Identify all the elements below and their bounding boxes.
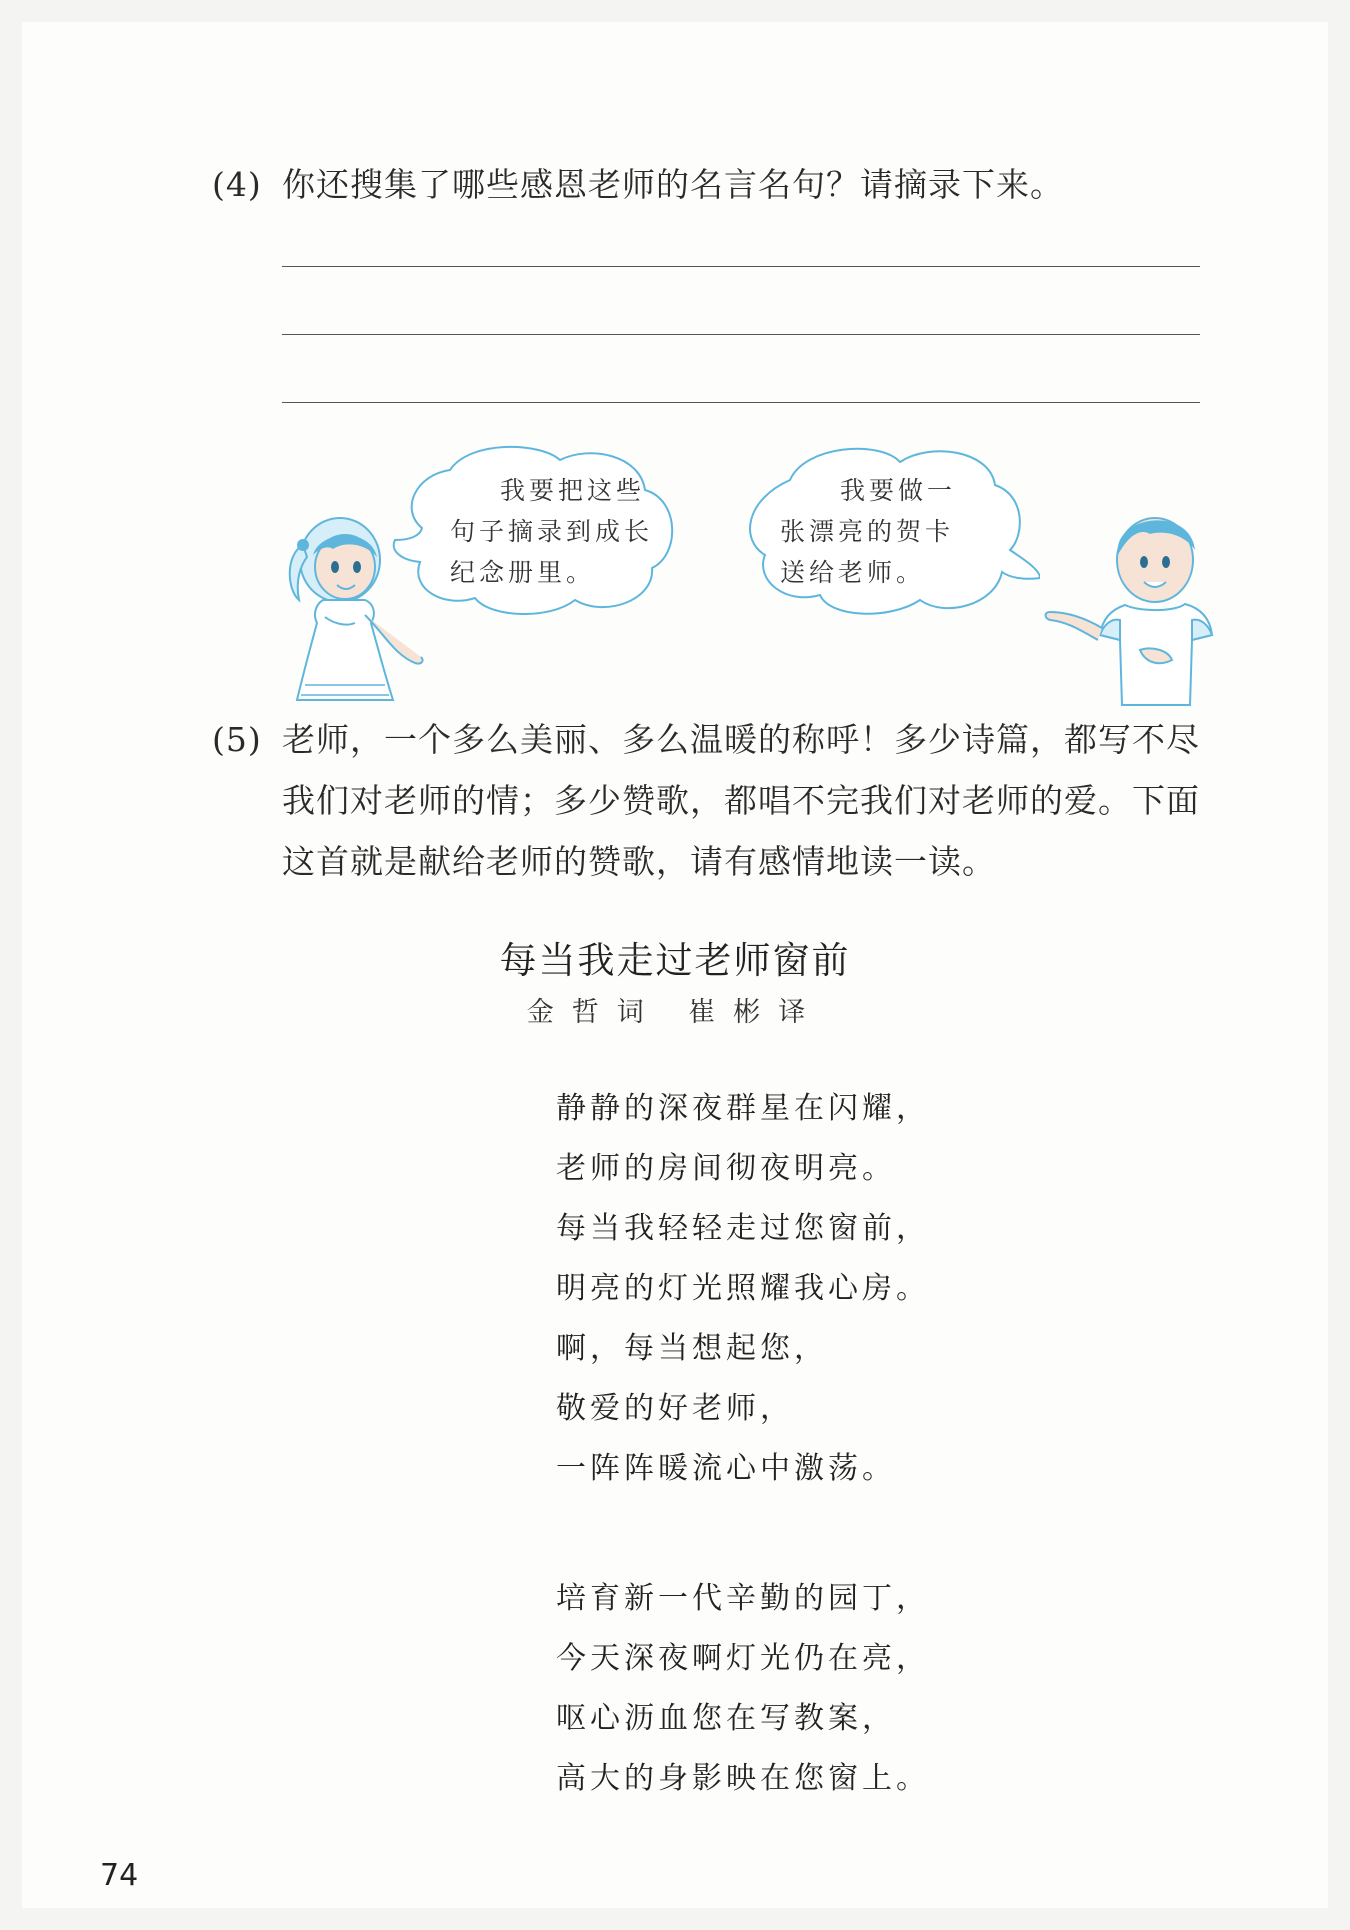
poem-stanza2-line-2: 今天深夜啊灯光仍在亮， (556, 1641, 930, 1676)
page-number: 74 (100, 1858, 139, 1893)
poem-stanza1-line-1: 静静的深夜群星在闪耀， (556, 1091, 930, 1126)
poem-stanza1-line-7: 一阵阵暖流心中激荡。 (556, 1451, 896, 1486)
poem-stanza1-line-5: 啊，每当想起您， (556, 1331, 828, 1366)
girl-bubble-line-1: 我要把这些 (500, 476, 646, 505)
question-5-line-2: 我们对老师的情；多少赞歌，都唱不完我们对老师的爱。下面 (282, 781, 1200, 820)
girl-illustration (285, 505, 435, 705)
question-4 (212, 165, 1064, 205)
boy-illustration (1040, 500, 1220, 710)
girl-speech-bubble (390, 440, 690, 620)
poem-stanza1-line-2: 老师的房间彻夜明亮。 (556, 1151, 896, 1186)
poem-stanza2-line-4: 高大的身影映在您窗上。 (556, 1761, 930, 1796)
poem-title: 每当我走过老师窗前 (499, 939, 851, 982)
answer-line-1[interactable] (282, 266, 1200, 267)
poem-stanza2-line-1: 培育新一代辛勤的园丁， (556, 1581, 930, 1616)
boy-bubble-line-3: 送给老师。 (780, 558, 926, 587)
question-4-text: 你还搜集了哪些感恩老师的名言名句？请摘录下来。 (282, 165, 1064, 204)
girl-bubble-line-2: 句子摘录到成长 (450, 517, 654, 546)
answer-line-2[interactable] (282, 334, 1200, 335)
poem-stanza1-line-4: 明亮的灯光照耀我心房。 (556, 1271, 930, 1306)
girl-bubble-line-3: 纪念册里。 (450, 558, 596, 587)
boy-bubble-line-2: 张漂亮的贺卡 (780, 517, 955, 546)
poem-stanza1-line-3: 每当我轻轻走过您窗前， (556, 1211, 930, 1246)
question-5-line-1: 老师，一个多么美丽、多么温暖的称呼！多少诗篇，都写不尽 (282, 720, 1200, 759)
poem-stanza1-line-6: 敬爱的好老师， (556, 1391, 794, 1426)
question-5 (212, 720, 1200, 760)
question-4-number: (4) (212, 165, 262, 204)
question-5-line-3: 这首就是献给老师的赞歌，请有感情地读一读。 (282, 842, 996, 881)
boy-bubble-line-1: 我要做一 (840, 476, 957, 505)
boy-speech-bubble (740, 440, 1040, 620)
poem-stanza2-line-3: 呕心沥血您在写教案， (556, 1701, 896, 1736)
answer-line-3[interactable] (282, 402, 1200, 403)
question-5-number: (5) (212, 720, 262, 759)
poem-author: 金哲词 崔彬译 (526, 997, 824, 1028)
